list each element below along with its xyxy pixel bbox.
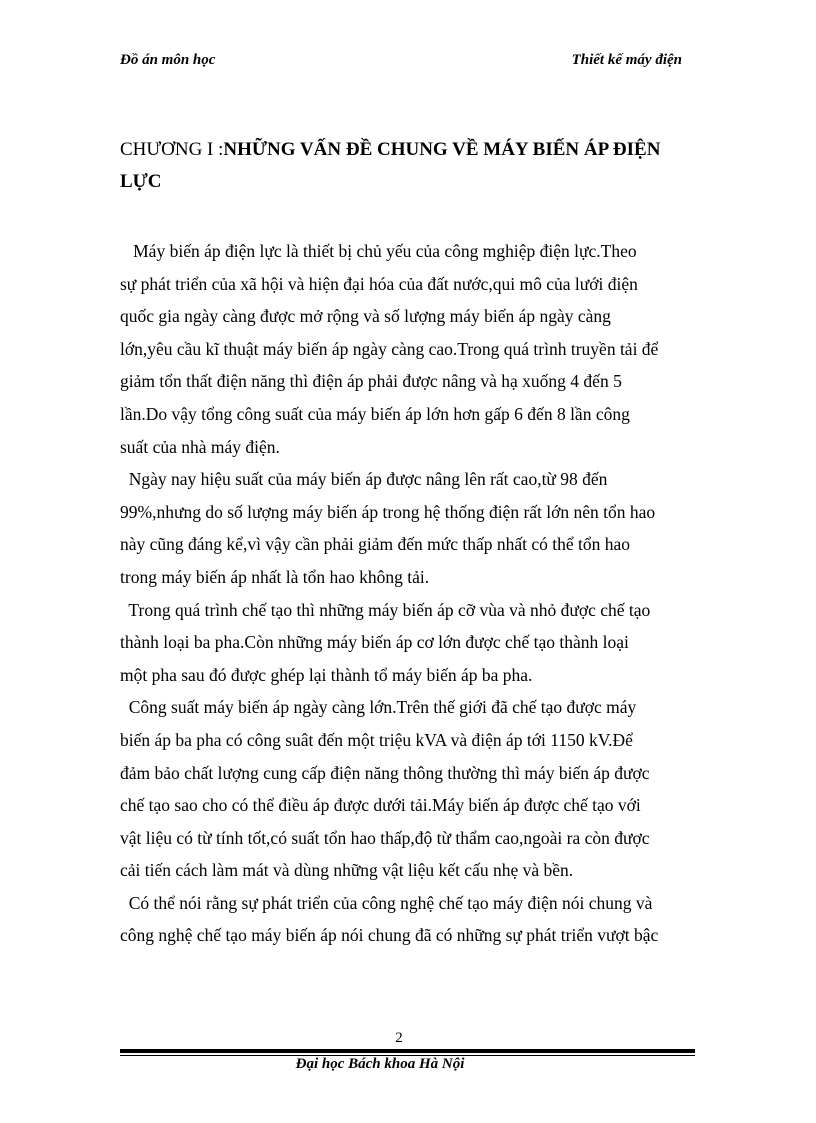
body-line: Công suất máy biến áp ngày càng lớn.Trên thế giới đã chế tạo được máy <box>120 697 637 718</box>
body-line: Ngày nay hiệu suất của máy biến áp được nâng lên rất cao,từ 98 đến <box>120 469 608 490</box>
body-line: 99%,nhưng do số lượng máy biến áp trong hệ thống điện rất lớn nên tổn hao <box>120 501 656 522</box>
body-line: cải tiến cách làm mát và dùng những vật liệu kết cấu nhẹ và bền. <box>120 860 574 881</box>
page-number: 2 <box>395 1030 403 1046</box>
body-line: vật liệu có từ tính tốt,có suất tổn hao thấp,độ từ thẩm cao,ngoài ra còn được <box>120 827 650 848</box>
chapter-prefix: CHƯƠNG I : <box>120 139 224 160</box>
chapter-title: NHỮNG VẤN ĐỀ CHUNG VỀ MÁY BIẾN ÁP ĐIỆN LỰC <box>120 139 661 192</box>
body-line: chế tạo sao cho có thể điều áp được dưới tải.Máy biến áp được chế tạo với <box>120 795 641 816</box>
chapter-heading <box>120 134 680 198</box>
footer-rule-thick <box>120 1049 695 1053</box>
header-course-label: Đồ án môn học <box>120 52 216 68</box>
body-line: Có thể nói rằng sự phát triển của công nghệ chế tạo máy điện nói chung và <box>120 892 653 913</box>
body-line: biến áp ba pha có công suât đến một triệu kVA và điện áp tới 1150 kV.Để <box>120 729 633 750</box>
body-line: suất của nhà máy điện. <box>120 436 280 457</box>
body-line: thành loại ba pha.Còn những máy biến áp cơ lớn được chế tạo thành loại <box>120 632 629 653</box>
body-line: này cũng đáng kể,vì vậy cần phải giảm đến mức thấp nhất có thể tổn hao <box>120 534 631 555</box>
body-line: quốc gia ngày càng được mở rộng và số lượng máy biến áp ngày càng <box>120 306 611 327</box>
body-line: đảm bảo chất lượng cung cấp điện năng thông thường thì máy biến áp được <box>120 762 650 783</box>
body-text <box>120 235 705 952</box>
body-line: giảm tổn thất điện năng thì điện áp phải được nâng và hạ xuống 4 đến 5 <box>120 371 622 392</box>
body-line: trong máy biến áp nhất là tổn hao không tải. <box>120 566 430 587</box>
body-line: lần.Do vậy tổng công suất của máy biến áp lớn hơn gấp 6 đến 8 lần công <box>120 403 630 424</box>
body-line: Trong quá trình chế tạo thì những máy biến áp cỡ vùa và nhỏ được chế tạo <box>120 599 651 620</box>
body-line: công nghệ chế tạo máy biến áp nói chung đã có những sự phát triển vượt bậc <box>120 925 659 946</box>
body-line: lớn,yêu cầu kĩ thuật máy biến áp ngày càng cao.Trong quá trình truyền tải để <box>120 338 659 359</box>
body-line: một pha sau đó được ghép lại thành tổ máy biến áp ba pha. <box>120 664 533 685</box>
footer-university: Đại học Bách khoa Hà Nội <box>295 1056 465 1072</box>
header-subject-label: Thiết kế máy điện <box>571 52 682 68</box>
body-line: Máy biến áp điện lực là thiết bị chủ yếu của công mghiệp điện lực.Theo <box>120 241 637 261</box>
body-line: sự phát triển của xã hội và hiện đại hóa của đất nước,qui mô của lưới điện <box>120 273 638 294</box>
